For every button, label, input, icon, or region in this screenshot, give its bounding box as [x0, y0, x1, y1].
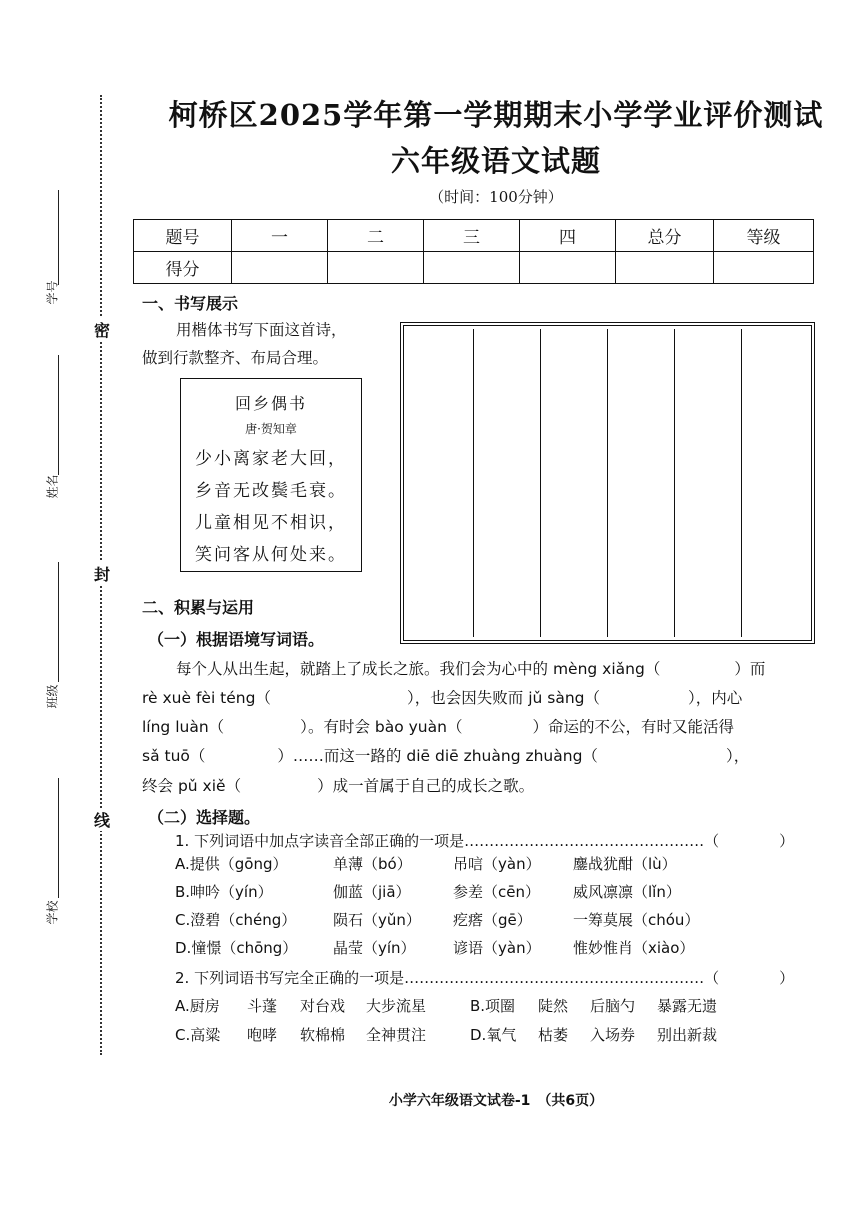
q2-word: 别出新裁 — [657, 1026, 718, 1044]
q2-word: 暴露无遗 — [657, 997, 718, 1015]
name-line[interactable] — [58, 355, 59, 475]
q2-word: 软棉棉 — [300, 1026, 346, 1044]
poem-line: 笑问客从何处来。 — [195, 545, 347, 565]
answer-blank[interactable]: （ ） — [446, 718, 548, 736]
score-input-cell[interactable] — [232, 252, 328, 284]
seal-char-mi: 密 — [91, 318, 113, 341]
q2-word: 入场券 — [590, 1026, 636, 1044]
pinyin-prompt: rè xuè fèi téng — [142, 689, 256, 707]
writing-column[interactable] — [474, 329, 541, 637]
fill-line-5 — [142, 774, 534, 796]
q2-word: 大步流星 — [366, 997, 427, 1015]
poem-author: 唐·贺知章 — [245, 422, 297, 436]
q2-word: 陡然 — [538, 997, 569, 1015]
table-cell: 一 — [232, 220, 328, 252]
fill-line-3 — [142, 715, 734, 737]
poem-line: 儿童相见不相识， — [195, 513, 347, 533]
page-footer: 小学六年级语文试卷-1 （共6页） — [388, 1093, 604, 1109]
passage-text: 。有时会 — [307, 718, 370, 736]
poem-line: 少小离家老大回， — [195, 449, 347, 469]
q2-option-d[interactable]: D.氧气 — [470, 1026, 517, 1044]
part1-heading: （一）根据语境写词语。 — [148, 630, 325, 649]
q1-option-b-4: 威风凛凛（lǐn） — [573, 883, 681, 901]
pinyin-prompt: líng luàn — [142, 718, 209, 736]
q1-option-b-1[interactable]: B.呻吟（yín） — [175, 883, 273, 901]
answer-blank[interactable]: （ ） — [582, 747, 734, 765]
school-line[interactable] — [58, 778, 59, 898]
answer-blank[interactable]: （ ） — [225, 777, 333, 795]
writing-column[interactable] — [742, 329, 808, 637]
passage-text: ，也会因失败而 — [414, 689, 524, 707]
q1-option-a-2: 单薄（bó） — [333, 855, 412, 873]
student-id-label: 学号 — [45, 280, 60, 305]
q1-option-d-1[interactable]: D.憧憬（chōng） — [175, 939, 298, 957]
seal-char-xian: 线 — [91, 808, 113, 831]
q1-option-b-2: 伽蓝（jiā） — [333, 883, 411, 901]
q1-option-a-3: 吊唁（yàn） — [453, 855, 541, 873]
section1-instruction-2: 做到行款整齐、布局合理。 — [142, 349, 329, 367]
section2-heading: 二、积累与运用 — [142, 598, 255, 617]
table-cell: 得分 — [134, 252, 232, 284]
writing-grid[interactable] — [400, 322, 815, 644]
q1-option-c-1[interactable]: C.澄碧（chéng） — [175, 911, 297, 929]
score-input-cell[interactable] — [714, 252, 814, 284]
section1-instruction-1: 用楷体书写下面这首诗， — [176, 321, 347, 339]
pinyin-prompt: pǔ xiě — [177, 777, 226, 795]
q1-option-c-3: 疙瘩（gē） — [453, 911, 532, 929]
writing-column[interactable] — [608, 329, 675, 637]
answer-blank[interactable]: （ ） — [189, 747, 293, 765]
score-input-cell[interactable] — [328, 252, 424, 284]
binding-margin — [0, 0, 125, 1226]
q2-option-a[interactable]: A.厨房 — [175, 997, 220, 1015]
passage-text: ，内心 — [695, 689, 743, 707]
time-note: （时间：100分钟） — [429, 188, 563, 206]
answer-blank[interactable]: （ ） — [208, 718, 308, 736]
passage-text: 成一首属于自己的成长之歌。 — [332, 777, 535, 795]
q2-word: 对台戏 — [300, 997, 346, 1015]
q1-option-a-1[interactable]: A.提供（gōng） — [175, 855, 288, 873]
table-cell: 二 — [328, 220, 424, 252]
seal-char-feng: 封 — [91, 562, 113, 585]
q1-option-d-3: 谚语（yàn） — [453, 939, 541, 957]
table-cell: 三 — [424, 220, 520, 252]
pinyin-prompt: jǔ sàng — [528, 689, 585, 707]
table-cell: 四 — [520, 220, 616, 252]
q2-word: 后脑勺 — [590, 997, 636, 1015]
pinyin-prompt: diē diē zhuàng zhuàng — [406, 747, 583, 765]
score-table-header-row — [134, 220, 814, 252]
table-cell: 总分 — [616, 220, 714, 252]
exam-subtitle: 六年级语文试题 — [390, 144, 601, 178]
poem-box — [180, 378, 362, 572]
writing-column[interactable] — [407, 329, 474, 637]
score-table — [133, 219, 814, 284]
passage-text: 而 — [749, 660, 766, 678]
class-line[interactable] — [58, 562, 59, 682]
pinyin-prompt: mèng xiǎng — [552, 660, 645, 678]
q1-option-a-4: 鏖战犹酣（lù） — [573, 855, 677, 873]
score-table-score-row — [134, 252, 814, 284]
q2-option-c[interactable]: C.高粱 — [175, 1026, 221, 1044]
school-label: 学校 — [45, 900, 60, 925]
part2-heading: （二）选择题。 — [148, 808, 261, 827]
writing-column[interactable] — [675, 329, 742, 637]
q2-word: 枯萎 — [538, 1026, 569, 1044]
q2-option-b[interactable]: B.项圈 — [470, 997, 516, 1015]
q1-stem: 1. 下列词语中加点字读音全部正确的一项是…………………………………………（ ） — [175, 832, 795, 850]
passage-text: 命运的不公，有时又能活得 — [548, 718, 735, 736]
fill-line-2 — [142, 686, 742, 708]
fill-line-1 — [176, 657, 765, 679]
passage-text: 每个人从出生起，就踏上了成长之旅。我们会为心中的 — [176, 660, 549, 678]
answer-blank[interactable]: （ ） — [584, 689, 696, 707]
q1-option-d-4: 惟妙惟肖（xiào） — [573, 939, 695, 957]
q1-option-c-4: 一筹莫展（chóu） — [573, 911, 700, 929]
score-input-cell[interactable] — [424, 252, 520, 284]
score-input-cell[interactable] — [520, 252, 616, 284]
class-label: 班级 — [45, 684, 60, 709]
pinyin-prompt: sǎ tuō — [142, 747, 190, 765]
q2-stem: 2. 下列词语书写完全正确的一项是……………………………………………………（ ） — [175, 969, 795, 987]
q1-option-b-3: 参差（cēn） — [453, 883, 540, 901]
passage-text: 终会 — [142, 777, 174, 795]
poem-title: 回乡偶书 — [234, 394, 307, 413]
q1-option-c-2: 陨石（yǔn） — [333, 911, 421, 929]
answer-blank[interactable]: （ ） — [255, 689, 415, 707]
name-label: 姓名 — [45, 474, 60, 499]
section1-heading: 一、书写展示 — [142, 294, 239, 313]
q1-option-d-2: 晶莹（yín） — [333, 939, 416, 957]
exam-title: 柯桥区2025学年第一学期期末小学学业评价测试 — [168, 98, 824, 132]
q2-word: 咆哮 — [247, 1026, 278, 1044]
poem-line: 乡音无改鬓毛衰。 — [195, 481, 347, 501]
q2-word: 全神贯注 — [366, 1026, 427, 1044]
passage-text: ， — [733, 747, 750, 765]
pinyin-prompt: bào yuàn — [374, 718, 447, 736]
fill-line-4 — [142, 744, 749, 766]
passage-text: ……而这一路的 — [292, 747, 402, 765]
writing-column[interactable] — [541, 329, 608, 637]
table-cell: 等级 — [714, 220, 814, 252]
table-cell: 题号 — [134, 220, 232, 252]
q2-word: 斗蓬 — [247, 997, 278, 1015]
student-id-line[interactable] — [58, 190, 59, 285]
answer-blank[interactable]: （ ） — [644, 660, 750, 678]
score-input-cell[interactable] — [616, 252, 714, 284]
